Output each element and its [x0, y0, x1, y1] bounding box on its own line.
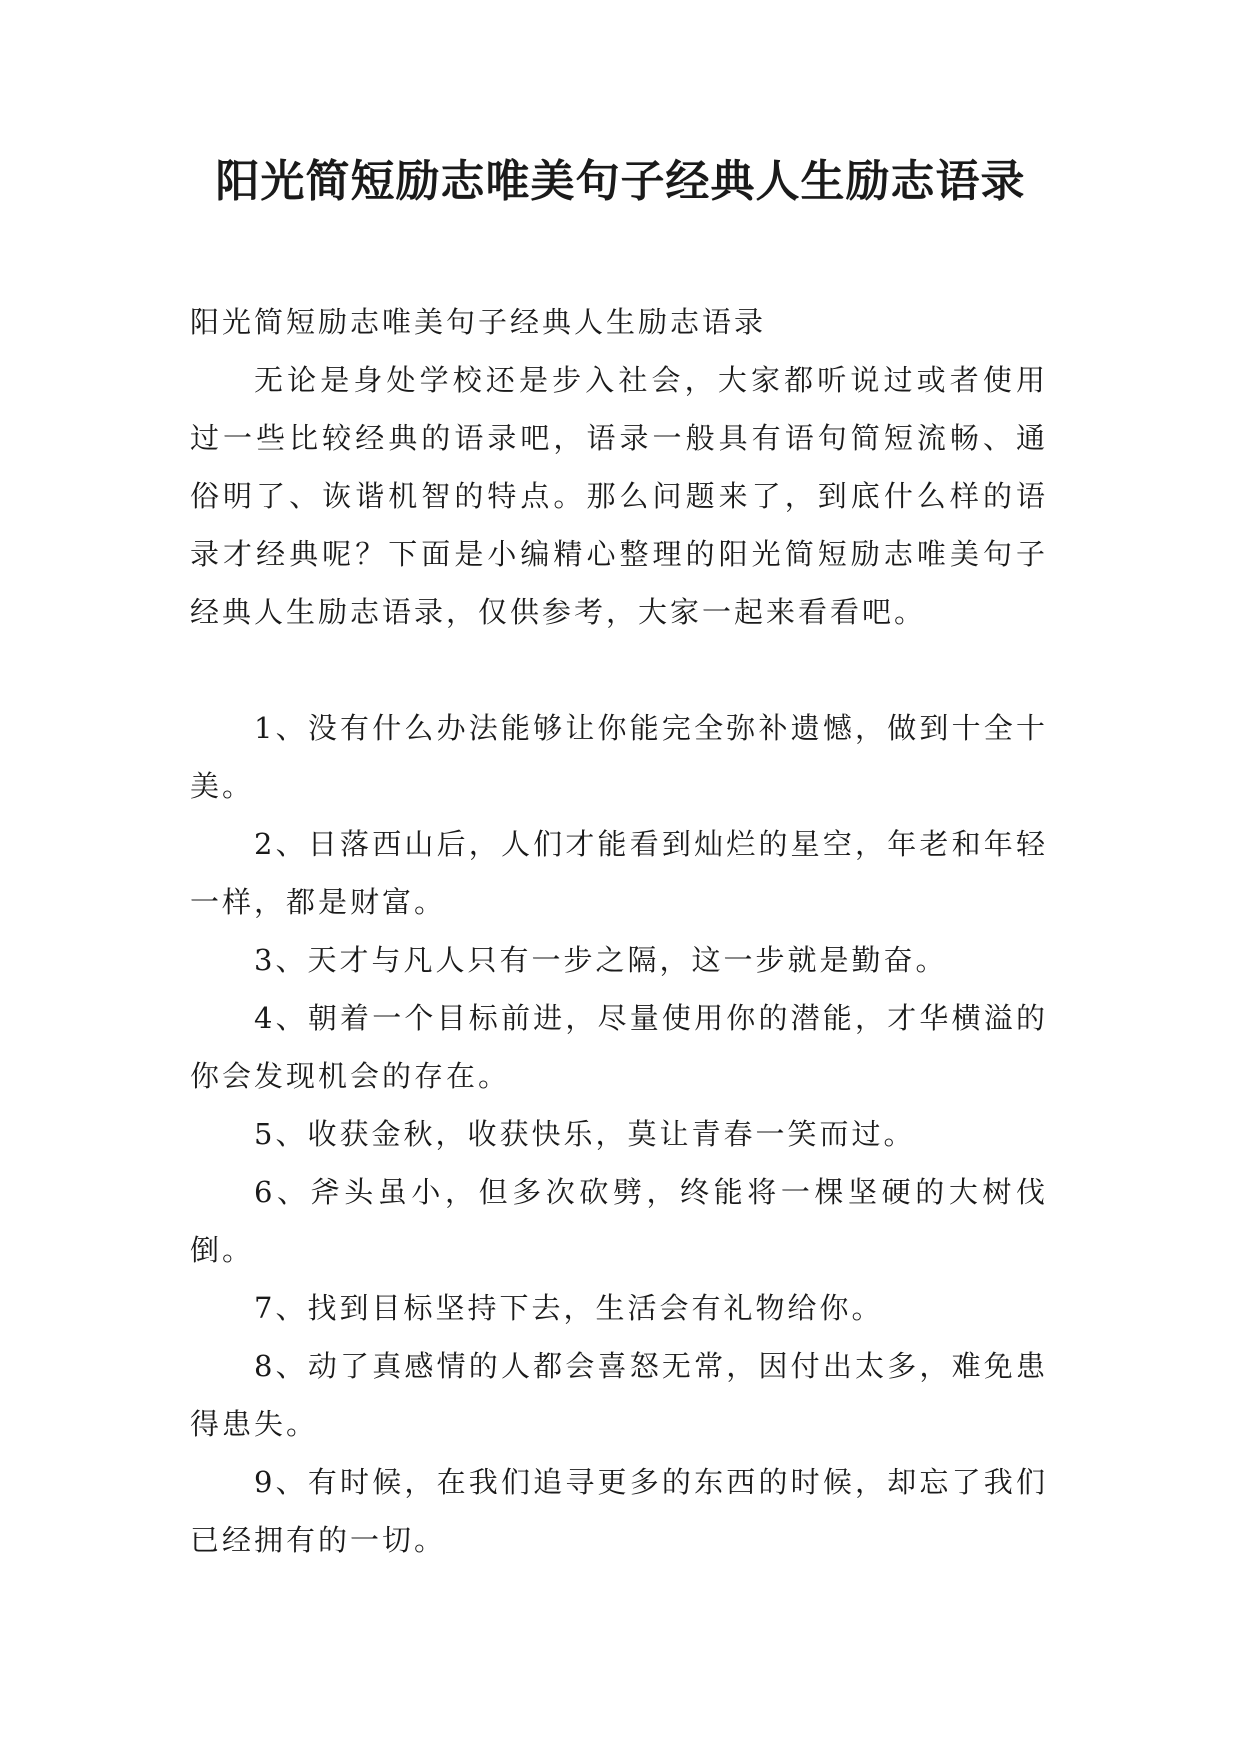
quote-item: 7、找到目标坚持下去，生活会有礼物给你。	[254, 1291, 884, 1325]
document-body	[190, 293, 1048, 1569]
document-title: 阳光简短励志唯美句子经典人生励志语录	[215, 156, 1026, 207]
quote-item: 4、朝着一个目标前进，尽量使用你的潜能，才华横溢的你会发现机会的存在。	[190, 1001, 1048, 1093]
quote-item: 3、天才与凡人只有一步之隔，这一步就是勤奋。	[254, 943, 948, 977]
quote-item: 1、没有什么办法能够让你能完全弥补遗憾，做到十全十美。	[190, 711, 1048, 803]
document-subtitle: 阳光简短励志唯美句子经典人生励志语录	[190, 305, 767, 339]
quote-item: 6、斧头虽小，但多次砍劈，终能将一棵坚硬的大树伐倒。	[190, 1175, 1048, 1267]
paragraph-spacer	[190, 641, 1048, 699]
quote-item: 8、动了真感情的人都会喜怒无常，因付出太多，难免患得患失。	[190, 1349, 1048, 1441]
intro-paragraph: 无论是身处学校还是步入社会，大家都听说过或者使用过一些比较经典的语录吧，语录一般具有语句简短流畅、通俗明了、诙谐机智的特点。那么问题来了，到底什么样的语录才经典呢？下面是小编精心整理的阳光简短励志唯美句子经典人生励志语录，仅供参考，大家一起来看看吧。	[190, 363, 1048, 629]
quote-item: 2、日落西山后，人们才能看到灿烂的星空，年老和年轻一样，都是财富。	[190, 827, 1048, 919]
quote-item: 9、有时候，在我们追寻更多的东西的时候，却忘了我们已经拥有的一切。	[190, 1465, 1048, 1557]
quote-item: 5、收获金秋，收获快乐，莫让青春一笑而过。	[254, 1117, 916, 1151]
